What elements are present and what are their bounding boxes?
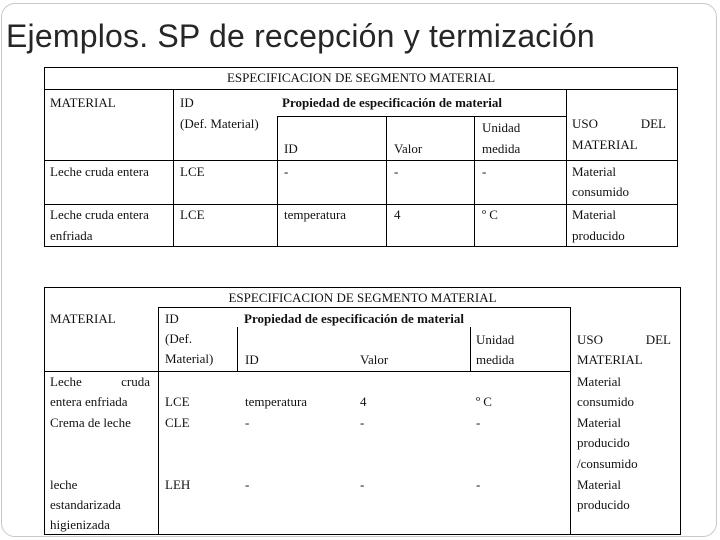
table1-header-divider bbox=[44, 160, 678, 161]
table1-header-uso bbox=[572, 114, 666, 135]
table1-prop-header-divider bbox=[277, 116, 566, 117]
table1-row2-unidad: º C bbox=[482, 207, 498, 222]
table1-row1-uso-1: Material bbox=[572, 164, 617, 179]
table1-header-material: MATERIAL bbox=[50, 95, 116, 110]
table2-row1-material-1a: Leche bbox=[50, 374, 82, 389]
table2-header-prop: Propiedad de especificación de material bbox=[244, 311, 465, 326]
table1-col-divider bbox=[566, 89, 567, 247]
table1-header-prop-id: ID bbox=[284, 141, 298, 156]
table1-row2-uso-1: Material bbox=[572, 207, 617, 222]
table2-row1-uso-2: consumido bbox=[577, 394, 635, 409]
table2-header-id-def-2: Material) bbox=[165, 351, 214, 366]
table2-header-medida: medida bbox=[476, 352, 515, 367]
table2-header-uso-material: MATERIAL bbox=[577, 352, 643, 367]
table1-row1-valor: - bbox=[394, 164, 399, 179]
table1-caption: ESPECIFICACION DE SEGMENTO MATERIAL bbox=[226, 70, 496, 85]
table2-header-unidad: Unidad bbox=[476, 332, 515, 347]
table1-row2-prop-id: temperatura bbox=[284, 207, 347, 222]
table1-row1-prop-id: - bbox=[284, 164, 289, 179]
table2-row3-valor: - bbox=[360, 477, 365, 492]
table2-row1-material-line1 bbox=[50, 372, 150, 393]
table2-row3-material-2: estandarizada bbox=[50, 497, 121, 512]
table1-row2-uso-2: producido bbox=[572, 228, 625, 243]
table2-row1-uso-1: Material bbox=[577, 374, 622, 389]
table1-row2-valor: 4 bbox=[394, 207, 401, 222]
table2-row3-material-3: higienizada bbox=[50, 517, 110, 532]
table2-row1-unidad: º C bbox=[476, 394, 492, 409]
table2-col-divider bbox=[158, 307, 159, 535]
table2-row3-uso-1: Material bbox=[577, 477, 622, 492]
table2-row3-prop-id: - bbox=[245, 477, 250, 492]
table2-row3-uso-2: producido bbox=[577, 497, 630, 512]
table2-row2-unidad: - bbox=[476, 415, 481, 430]
table2-row1-prop-id: temperatura bbox=[245, 394, 308, 409]
table2-header-uso bbox=[577, 330, 671, 351]
table1-row2-material: Leche cruda entera bbox=[50, 207, 149, 222]
table1-header-uso-material: MATERIAL bbox=[572, 137, 638, 152]
table2-row2-id: CLE bbox=[165, 415, 190, 430]
table1-row1-unidad: - bbox=[482, 164, 487, 179]
table1-row1-material: Leche cruda entera bbox=[50, 164, 149, 179]
table1-header-prop: Propiedad de especificación de material bbox=[282, 95, 503, 110]
table1-header-uso-a: USO bbox=[572, 116, 599, 131]
table2-col-divider bbox=[237, 327, 238, 371]
table2-row3-unidad: - bbox=[476, 477, 481, 492]
table2-header-uso-b: DEL bbox=[645, 332, 671, 347]
table2-row2-material: Crema de leche bbox=[50, 415, 131, 430]
table1-col-divider bbox=[386, 116, 387, 247]
table2-row2-valor: - bbox=[360, 415, 365, 430]
table1-header-valor: Valor bbox=[394, 141, 423, 156]
table2-row3-material-1: leche bbox=[50, 477, 78, 492]
table2-row2-uso-3: /consumido bbox=[577, 456, 638, 471]
table1-row2-id: LCE bbox=[180, 207, 205, 222]
table2-header-prop-id: ID bbox=[245, 352, 259, 367]
table1-caption-divider bbox=[44, 89, 678, 90]
table2-row2-uso-1: Material bbox=[577, 415, 622, 430]
table2-row3-id: LEH bbox=[165, 477, 191, 492]
slide-title: Ejemplos. SP de recepción y termización bbox=[6, 18, 595, 54]
table1-row1-id: LCE bbox=[180, 164, 205, 179]
table2-row2-uso-2: producido bbox=[577, 435, 630, 450]
table2-header-material: MATERIAL bbox=[50, 311, 116, 326]
table1-row2-material-2: enfriada bbox=[50, 228, 93, 243]
table2-row1-id: LCE bbox=[165, 394, 190, 409]
table2-header-id: ID bbox=[165, 311, 179, 326]
table2-header-id-def-1: (Def. bbox=[165, 331, 193, 346]
table1-header-id-def: (Def. Material) bbox=[180, 116, 259, 131]
table1-header-id: ID bbox=[180, 95, 194, 110]
table1-header-medida: medida bbox=[482, 141, 521, 156]
table1-col-divider bbox=[173, 89, 174, 247]
table2-row1-valor: 4 bbox=[360, 394, 367, 409]
table1-col-divider bbox=[474, 116, 475, 247]
table2-row1-material-1b: cruda bbox=[121, 374, 150, 389]
table1-header-uso-b: DEL bbox=[640, 116, 666, 131]
table1-header-unidad: Unidad bbox=[482, 120, 521, 135]
table1-col-divider bbox=[277, 116, 278, 247]
table2-col-divider bbox=[470, 327, 471, 371]
table2-header-valor: Valor bbox=[360, 352, 389, 367]
table2-caption: ESPECIFICACION DE SEGMENTO MATERIAL bbox=[228, 290, 497, 305]
table2-row2-prop-id: - bbox=[245, 415, 250, 430]
table2-row1-material-2: entera enfriada bbox=[50, 394, 128, 409]
table1-row1-uso-2: consumido bbox=[572, 184, 630, 199]
table2-header-uso-a: USO bbox=[577, 332, 604, 347]
table2-col-divider bbox=[570, 307, 571, 535]
